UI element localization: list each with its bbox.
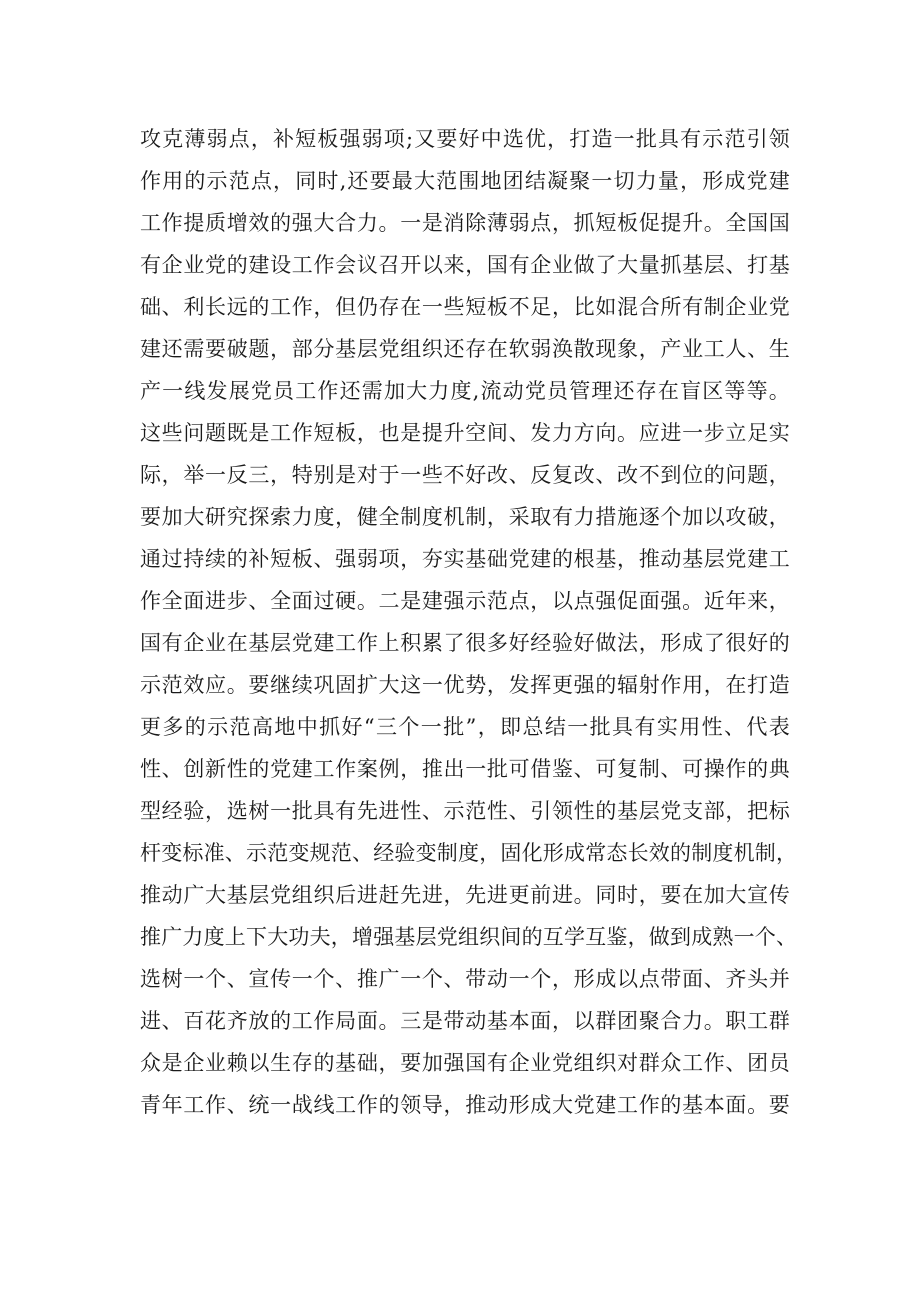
- text-line: 国有企业在基层党建工作上积累了很多好经验好做法，形成了很好的: [140, 631, 790, 655]
- text-line: 推动广大基层党组织后进赶先进，先进更前进。同时，要在加大宣传: [140, 883, 790, 907]
- text-line: 要加大研究探索力度，健全制度机制，采取有力措施逐个加以攻破，: [140, 505, 790, 529]
- text-line: 众是企业赖以生存的基础，要加强国有企业党组织对群众工作、团员: [140, 1051, 790, 1075]
- text-line: 这些问题既是工作短板，也是提升空间、发力方向。应进一步立足实: [140, 421, 790, 445]
- text-line: 际，举一反三，特别是对于一些不好改、反复改、改不到位的问题，: [140, 463, 790, 487]
- text-line: 推广力度上下大功夫，增强基层党组织间的互学互鉴，做到成熟一个、: [140, 925, 798, 949]
- text-line: 杆变标准、示范变规范、经验变制度，固化形成常态长效的制度机制，: [140, 841, 798, 865]
- text-line: 型经验，选树一批具有先进性、示范性、引领性的基层党支部，把标: [140, 799, 790, 823]
- text-line: 示范效应。要继续巩固扩大这一优势，发挥更强的辐射作用，在打造: [140, 673, 790, 697]
- text-line: 青年工作、统一战线工作的领导，推动形成大党建工作的基本面。要: [140, 1093, 790, 1117]
- body-text: [140, 118, 798, 1126]
- text-line: 进、百花齐放的工作局面。三是带动基本面，以群团聚合力。职工群: [140, 1009, 790, 1033]
- text-line: 更多的示范高地中抓好“三个一批”，即总结一批具有实用性、代表: [140, 715, 790, 739]
- text-line: 选树一个、宣传一个、推广一个、带动一个，形成以点带面、齐头并: [140, 967, 790, 991]
- text-line: 攻克薄弱点，补短板强弱项;又要好中选优，打造一批具有示范引领: [140, 127, 790, 151]
- text-line: 通过持续的补短板、强弱项，夯实基础党建的根基，推动基层党建工: [140, 547, 790, 571]
- text-line: 性、创新性的党建工作案例，推出一批可借鉴、可复制、可操作的典: [140, 757, 790, 781]
- text-line: 建还需要破题，部分基层党组织还存在软弱涣散现象，产业工人、生: [140, 337, 790, 361]
- text-line: 作全面进步、全面过硬。二是建强示范点，以点强促面强。近年来，: [140, 589, 790, 613]
- text-line: 有企业党的建设工作会议召开以来，国有企业做了大量抓基层、打基: [140, 253, 790, 277]
- text-line: 础、利长远的工作，但仍存在一些短板不足，比如混合所有制企业党: [140, 295, 790, 319]
- text-line: 工作提质增效的强大合力。一是消除薄弱点，抓短板促提升。全国国: [140, 211, 790, 235]
- text-line: 产一线发展党员工作还需加大力度,流动党员管理还存在盲区等等。: [140, 379, 790, 403]
- text-line: 作用的示范点，同时,还要最大范围地团结凝聚一切力量，形成党建: [140, 169, 790, 193]
